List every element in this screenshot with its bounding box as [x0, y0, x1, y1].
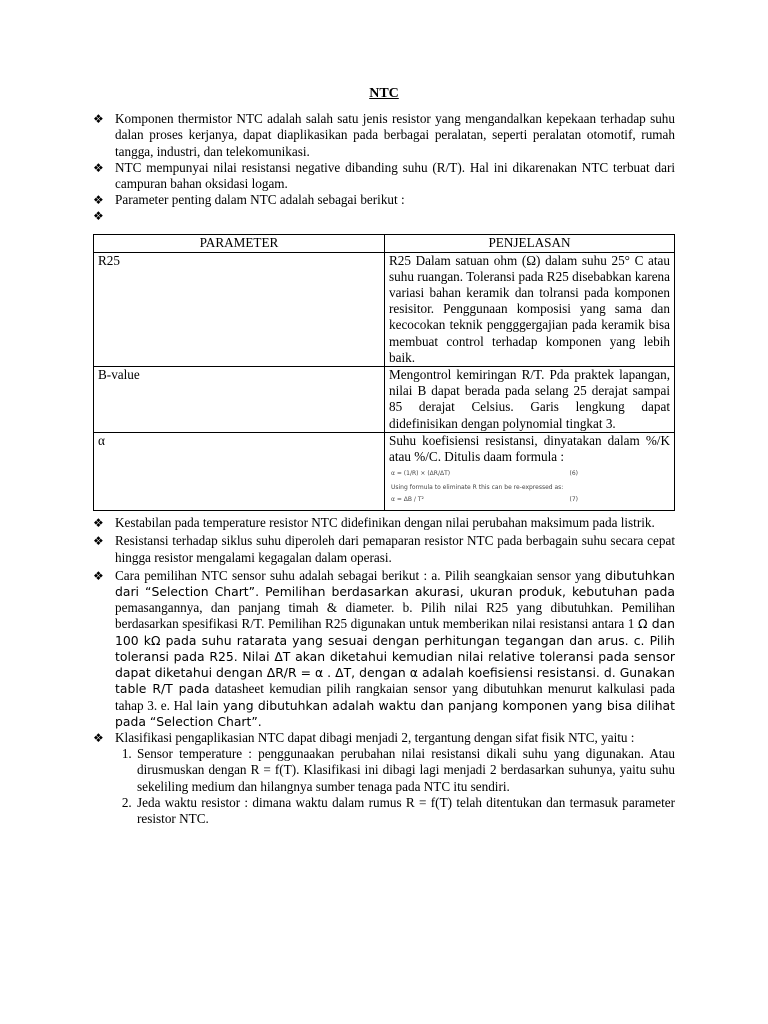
diamond-bullet-icon: ❖ [93, 193, 104, 208]
table-cell-desc: Mengontrol kemiringan R/T. Pda praktek lapangan, nilai B dapat berada pada selang 25 derajat sampai 85 derajat Celsius. Garis lengkung dapat didefinisikan dengan polynomial tingkat 3. [385, 367, 675, 433]
bullet-item [93, 515, 675, 531]
formula-number-6: (6) [569, 470, 578, 478]
bullet-item [93, 192, 675, 208]
table-cell-desc [385, 432, 675, 510]
bullet-text: Klasifikasi pengaplikasian NTC dapat dibagi menjadi 2, tergantung dengan sifat fisik NTC, yaitu : [115, 729, 635, 745]
table-row [94, 432, 675, 510]
classification-list [93, 746, 675, 827]
bullet-text: Resistansi terhadap siklus suhu diperoleh dari pemaparan resistor NTC pada berbagain suhu secara cepat hingga resistor mengalami kegagalan dalam operasi. [115, 533, 675, 565]
formula-line-1: α = (1/R) × (ΔR/ΔT) [391, 470, 451, 478]
table-cell-param: B-value [94, 367, 385, 433]
diamond-bullet-icon: ❖ [93, 568, 104, 583]
list-item: 2. Jeda waktu resistor : dimana waktu dalam rumus R = f(T) telah ditentukan dan termasuk parameter resistor NTC. [135, 795, 675, 827]
bullet-text-part-sans: dibutuhkan dari “Selection Chart”. Pemilihan berdasarkan akurasi, ukuran produk, kebutuhan pada [115, 567, 675, 600]
table-header-parameter: PARAMETER [94, 235, 385, 252]
bullet-text: Kestabilan pada temperature resistor NTC didefinikan dengan nilai perubahan maksimum pada listrik. [115, 515, 655, 531]
list-item: 1. Sensor temperature : penggunaakan perubahan nilai resistansi dikali suhu yang digunakan. Atau dirusmuskan dengan R = f(T). Klasifikasi ini dibagi lagi menjadi 2 berdasarkan suhunya, yaitu suhu sekeliling medium dan hilangnya sumber tenaga pada NTC itu sendiri. [135, 746, 675, 795]
alpha-desc-text: Suhu koefisiensi resistansi, dinyatakan dalam %/K atau %/C. Ditulis daam formula : [389, 432, 670, 465]
table-cell-param: α [94, 432, 385, 510]
formula-note: Using formula to eliminate R this can be re-expressed as: [391, 484, 564, 492]
bullet-item [93, 160, 675, 192]
diamond-bullet-icon: ❖ [93, 160, 104, 175]
diamond-bullet-icon: ❖ [93, 112, 104, 127]
bullet-text-part-sans: lain yang dibutuhkan adalah waktu dan panjang komponen yang bisa dilihat pada “Selection Chart”. [115, 697, 675, 729]
bullet-text: NTC mempunyai nilai resistansi negative dibanding suhu (R/T). Hal ini dikarenakan NTC terbuat dari campuran bahan oksidasi logam. [115, 159, 675, 192]
diamond-bullet-icon: ❖ [93, 516, 104, 531]
table-header-penjelasan: PENJELASAN [385, 235, 675, 252]
bullet-item-empty [93, 208, 675, 224]
bullet-item [93, 533, 675, 565]
bullet-text-part-sans: Ω dan 100 kΩ pada suhu ratarata yang sesuai dengan perhitungan tegangan dan arus. c. Pilih toleransi pada R25. Nilai ΔT akan diketahui kemudian nilai relative toleransi pada sensor dapat diketahui dengan ΔR/R = α . ΔT, dengan α adalah koefisiensi resistansi. d. Gunakan table R/T pada [115, 616, 676, 697]
diamond-bullet-icon: ❖ [93, 730, 104, 745]
bullet-text: Parameter penting dalam NTC adalah sebagai berikut : [115, 192, 405, 208]
bullet-item [93, 111, 675, 160]
formula-line-2: α = ΔB / T² [391, 496, 424, 504]
parameter-table [93, 234, 675, 511]
bullet-text-part: pemasangannya, dan panjang timah & diameter. b. Pilih nilai R25 yang dibutuhkan. Pemilihan berdasarkan spesifikasi R/T. Pemilihan R25 digunakan untuk memberikan nilai resistansi antara 1 [115, 600, 675, 632]
document-page [93, 86, 675, 827]
formula-number-7: (7) [569, 496, 578, 504]
bullet-item-selection [93, 568, 675, 730]
alpha-formula-image [389, 466, 670, 510]
table-row [94, 252, 675, 366]
bullet-text: Komponen thermistor NTC adalah salah satu jenis resistor yang mengandalkan kepekaan terhadap suhu dalan proses kerjanya, dapat diaplikasikan pada berbagai peralatan, seperti peralatan otomotif, rumah tangga, industri, dan telekomunikasi. [115, 111, 675, 159]
table-cell-param: R25 [94, 252, 385, 366]
bullet-text-part: Cara pemilihan NTC sensor suhu adalah sebagai berikut : a. Pilih seangkaian sensor yang [115, 567, 605, 583]
table-cell-desc: R25 Dalam satuan ohm (Ω) dalam suhu 25° C atau suhu ruangan. Toleransi pada R25 disebabkan karena variasi bahan keramik dan tolransi pada komponen resisitor. Penggunaan komposisi yang sama dan kecocokan teknik pengggergajian pada keramik bisa membuat control terhadap komponen yang lebih baik. [385, 252, 675, 366]
table-row [94, 367, 675, 433]
bullet-item [93, 730, 675, 746]
page-title: NTC [369, 86, 399, 101]
table-header-row [94, 235, 675, 252]
bullet-text-part: datasheet kemudian pilih rangkaian sensor yang dibutuhkan menurut kalkulasi pada tahap 3. e. Hal [115, 681, 676, 713]
diamond-bullet-icon: ❖ [93, 534, 104, 549]
diamond-bullet-icon: ❖ [93, 209, 104, 224]
